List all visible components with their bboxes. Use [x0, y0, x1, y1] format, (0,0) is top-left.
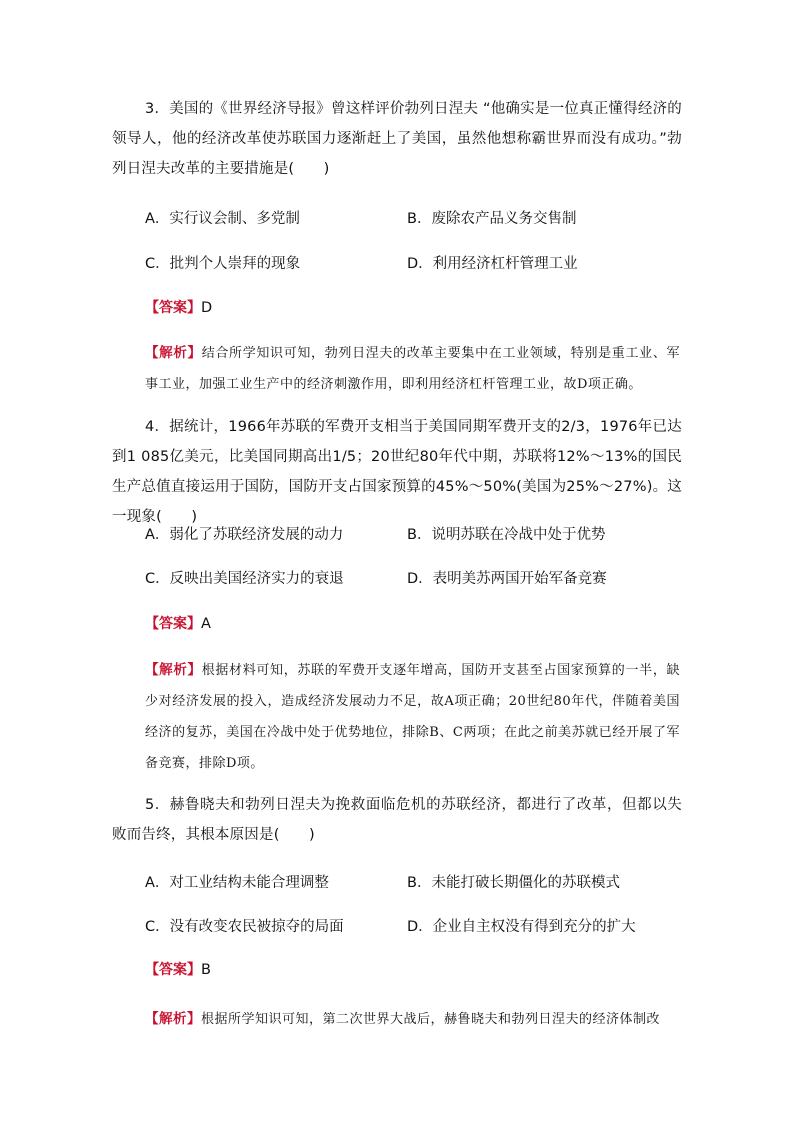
- analysis-tag: 【解析】: [145, 1011, 201, 1027]
- analysis-text: 根据材料可知，苏联的军费开支逐年增高，国防开支甚至占国家预算的一半，缺少对经济发展的投入，造成经济发展动力不足，故A项正确；20世纪80年代，伴随着美国经济的复苏，美国在冷战中处于优势地位，排除B、C两项；在此之前美苏就已经开展了军备竞赛，排除D项。: [145, 663, 680, 771]
- question-5-answer: [145, 958, 211, 982]
- option-c[interactable]: C．反映出美国经济实力的衰退: [145, 571, 344, 587]
- question-5-options-row-2: [145, 913, 705, 941]
- option-d[interactable]: D．表明美苏两国开始军备竞赛: [407, 571, 607, 587]
- question-3-options-row-2: [145, 250, 705, 278]
- analysis-tag: 【解析】: [145, 345, 202, 361]
- question-4-stem: [112, 412, 682, 532]
- option-d[interactable]: D．利用经济杠杆管理工业: [407, 256, 578, 272]
- analysis-text: 结合所学知识可知，勃列日涅夫的改革主要集中在工业领域，特别是重工业、军事工业，加强工业生产中的经济刺激作用，即利用经济杠杆管理工业，故D项正确。: [145, 346, 680, 392]
- question-5-options-row-1: [145, 869, 705, 897]
- question-3-analysis: [145, 338, 680, 400]
- option-b[interactable]: B．废除农产品义务交售制: [407, 211, 577, 227]
- analysis-text: 根据所学知识可知，第二次世界大战后，赫鲁晓夫和勃列日涅夫的经济体制改: [201, 1012, 661, 1027]
- question-4-answer: [145, 612, 211, 636]
- answer-tag: 【答案】: [145, 300, 201, 316]
- answer-value: A: [201, 616, 211, 632]
- option-b[interactable]: B．未能打破长期僵化的苏联模式: [407, 875, 620, 891]
- option-c[interactable]: C．没有改变农民被掠夺的局面: [145, 919, 344, 935]
- answer-value: B: [201, 962, 211, 978]
- question-text: 3．美国的《世界经济导报》曾这样评价勃列日涅夫 “他确实是一位真正懂得经济的领导人，他的经济改革使苏联国力逐渐赶上了美国，虽然他想称霸世界而没有成功。”勃列日涅夫改革的主要措施是( ): [112, 101, 682, 177]
- option-c[interactable]: C．批判个人崇拜的现象: [145, 256, 301, 272]
- question-3-options-row-1: [145, 205, 705, 233]
- question-text: 4．据统计，1966年苏联的军费开支相当于美国同期军费开支的2/3，1976年已达到1 085亿美元，比美国同期高出1/5；20世纪80年代中期，苏联将12%～13%的国民生产总值直接运用于国防，国防开支占国家预算的45%～50%(美国为25%～27%)。这一现象( ): [112, 419, 682, 525]
- answer-value: D: [201, 300, 213, 316]
- option-d[interactable]: D．企业自主权没有得到充分的扩大: [407, 919, 636, 935]
- option-a[interactable]: A．弱化了苏联经济发展的动力: [145, 527, 344, 543]
- question-5-stem: [112, 790, 682, 850]
- option-a[interactable]: A．实行议会制、多党制: [145, 211, 300, 227]
- question-text: 5．赫鲁晓夫和勃列日涅夫为挽救面临危机的苏联经济，都进行了改革，但都以失败而告终，其根本原因是( ): [112, 797, 682, 843]
- answer-tag: 【答案】: [145, 962, 201, 978]
- question-4-options-row-1: [145, 521, 705, 549]
- question-3-answer: [145, 296, 212, 320]
- question-3-stem: [112, 94, 682, 184]
- option-b[interactable]: B．说明苏联在冷战中处于优势: [407, 527, 606, 543]
- analysis-tag: 【解析】: [145, 662, 202, 678]
- option-a[interactable]: A．对工业结构未能合理调整: [145, 875, 329, 891]
- question-5-analysis: [145, 1004, 680, 1035]
- question-4-analysis: [145, 655, 680, 779]
- question-4-options-row-2: [145, 565, 705, 593]
- answer-tag: 【答案】: [145, 616, 201, 632]
